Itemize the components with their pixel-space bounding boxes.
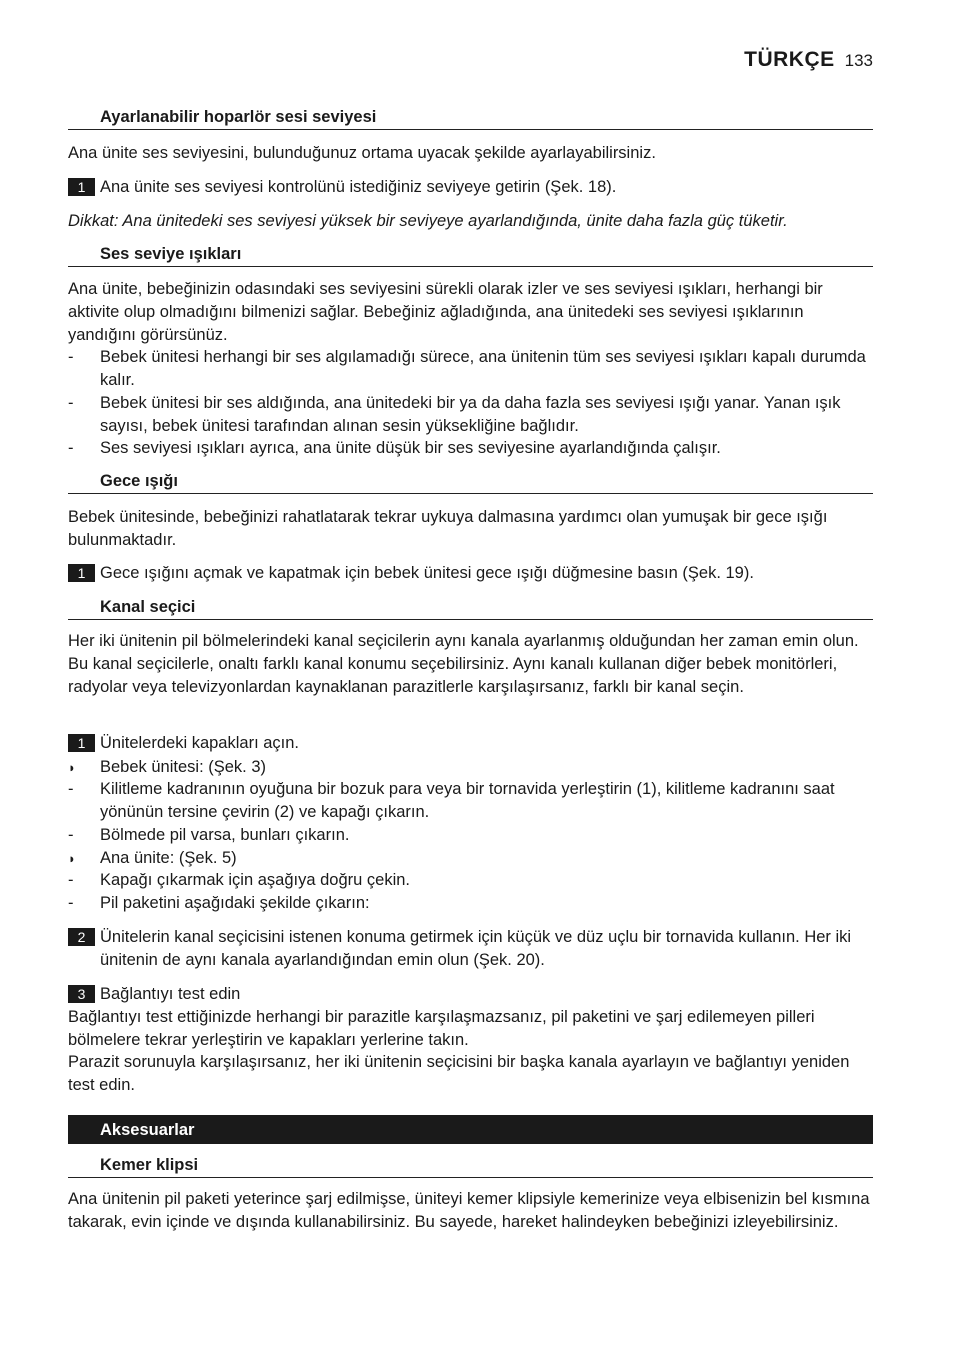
list-item-text: Kilitleme kadranının oyuğuna bir bozuk para veya bir tornavida yerleştirin (1), kilitleme kadranını saat yönünün tersine çevirin (2) ve kapağı çıkarın.: [100, 780, 835, 821]
arrow-marker: ◗: [68, 851, 76, 866]
language-label: TÜRKÇE: [744, 48, 835, 71]
section-heading-speaker-volume: Ayarlanabilir hoparlör sesi seviyesi: [68, 106, 873, 130]
section-heading-sound-level-lights: Ses seviye ışıkları: [68, 243, 873, 267]
step-number: 1: [68, 734, 95, 752]
section-heading-channel-selector: Kanal seçici: [68, 596, 873, 620]
section-heading-accessories: Aksesuarlar: [68, 1115, 873, 1144]
step-number: 1: [68, 564, 95, 582]
step-text: Ana ünite ses seviyesi kontrolünü istediğiniz seviyeye getirin (Şek. 18).: [100, 178, 617, 196]
paragraph: Ana ünitenin pil paketi yeterince şarj edilmişse, üniteyi kemer klipsiyle kemerinize veya elbisenizin bel kısmına takarak, evin içinde ve dışında kullanabilirsiniz. Bu sayede, hareket halindeyken bebeğinizi izleyebilirsiniz.: [68, 1190, 870, 1231]
list-item: [68, 869, 873, 892]
paragraph: Parazit sorunuyla karşılaşırsanız, her iki ünitenin seçicisini bir başka kanala ayarlayın ve bağlantıyı yeniden test edin.: [68, 1053, 850, 1094]
step-item: [68, 176, 873, 199]
arrow-item-text: Bebek ünitesi: (Şek. 3): [100, 758, 266, 776]
subsection-heading-belt-clip: Kemer klipsi: [68, 1154, 873, 1178]
step-text: Ünitelerin kanal seçicisini istenen konuma getirmek için küçük ve düz uçlu bir tornavida kullanın. Her iki ünitenin de aynı kanala ayarlandığından emin olun (Şek. 20).: [100, 928, 852, 969]
list-item-text: Ses seviyesi ışıkları ayrıca, ana ünite düşük bir ses seviyesine ayarlandığında çalışır.: [100, 439, 721, 457]
dash-marker: -: [68, 871, 74, 889]
dash-marker: -: [68, 826, 74, 844]
step-item: [68, 983, 873, 1006]
step-item: [68, 732, 873, 755]
arrow-marker: ◗: [68, 760, 76, 775]
page-header: [744, 48, 873, 72]
step-text: Ünitelerdeki kapakları açın.: [100, 734, 300, 752]
step-text: Gece ışığını açmak ve kapatmak için bebek ünitesi gece ışığı düğmesine basın (Şek. 19).: [100, 564, 754, 582]
list-item-text: Kapağı çıkarmak için aşağıya doğru çekin.: [100, 871, 410, 889]
section-heading-night-light: Gece ışığı: [68, 470, 873, 494]
arrow-item-text: Ana ünite: (Şek. 5): [100, 849, 237, 867]
step-number: 2: [68, 928, 95, 946]
list-item: [68, 824, 873, 847]
list-item-text: Bebek ünitesi bir ses aldığında, ana ünitedeki bir ya da daha fazla ses seviyesi ışığı yanar. Yanan ışık sayısı, bebek ünitesi tarafından alınan sesin yüksekliğine bağlıdır.: [100, 394, 841, 435]
dash-marker: -: [68, 348, 74, 366]
list-item-text: Bölmede pil varsa, bunları çıkarın.: [100, 826, 350, 844]
paragraph: Ana ünite, bebeğinizin odasındaki ses seviyesini sürekli olarak izler ve ses seviyesi ışıkları, herhangi bir aktivite olup olmadığını bilmenizi sağlar. Bebeğiniz ağladığında, ana ünitedeki ses seviyesi ışıklarının yandığını görürsünüz.: [68, 280, 823, 344]
paragraph: Bağlantıyı test ettiğinizde herhangi bir parazitle karşılaşmazsanız, pil paketini ve şarj edilemeyen pilleri bölmelere tekrar yerleştirin ve kapakları yerlerine takın.: [68, 1008, 815, 1049]
paragraph: Ana ünite ses seviyesini, bulunduğunuz ortama uyacak şekilde ayarlayabilirsiniz.: [68, 144, 656, 162]
dash-marker: -: [68, 394, 74, 412]
list-item-text: Bebek ünitesi herhangi bir ses algılamadığı sürece, ana ünitenin tüm ses seviyesi ışıkları kapalı durumda kalır.: [100, 348, 866, 389]
list-item: [68, 778, 873, 824]
dash-marker: -: [68, 894, 74, 912]
arrow-item: [68, 847, 873, 870]
arrow-item: [68, 756, 873, 779]
paragraph: Her iki ünitenin pil bölmelerindeki kanal seçicilerin aynı kanala ayarlanmış olduğundan her zaman emin olun. Bu kanal seçicilerle, onaltı farklı kanal konumu seçebilirsiniz. Aynı kanalı kullanan diğer bebek monitörleri, radyolar veya televizyonlardan kaynaklanan parazitlerle karşılaşırsanız, farklı bir kanal seçin.: [68, 632, 859, 696]
dash-marker: -: [68, 439, 74, 457]
step-text: Bağlantıyı test edin: [100, 985, 241, 1003]
step-number: 3: [68, 985, 95, 1003]
list-item: [68, 437, 873, 460]
dash-marker: -: [68, 780, 74, 798]
list-item: [68, 892, 873, 915]
note-paragraph: Dikkat: Ana ünitedeki ses seviyesi yüksek bir seviyeye ayarlandığında, ünite daha fazla güç tüketir.: [68, 212, 788, 230]
step-number: 1: [68, 178, 95, 196]
list-item: [68, 392, 873, 438]
step-item: [68, 926, 873, 972]
list-item: [68, 346, 873, 392]
step-item: [68, 562, 873, 585]
page-number: 133: [844, 51, 873, 70]
paragraph: Bebek ünitesinde, bebeğinizi rahatlatarak tekrar uykuya dalmasına yardımcı olan yumuşak bir gece ışığı bulunmaktadır.: [68, 508, 828, 549]
list-item-text: Pil paketini aşağıdaki şekilde çıkarın:: [100, 894, 370, 912]
